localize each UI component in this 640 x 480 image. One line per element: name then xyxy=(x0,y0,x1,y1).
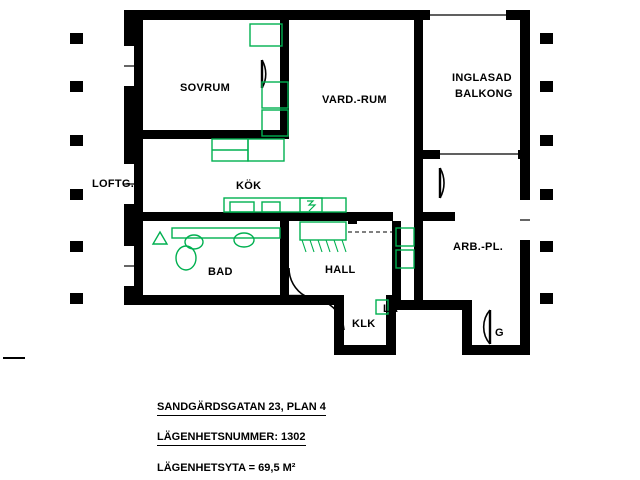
room-label-loftgang: LOFTG. xyxy=(92,178,135,190)
footer-address: SANDGÄRDSGATAN 23, PLAN 4 xyxy=(157,401,326,413)
sink-icon xyxy=(230,202,254,212)
room-label-sovrum: SOVRUM xyxy=(180,82,231,94)
room-label-klk: KLK xyxy=(352,318,376,330)
balcony-post-markers-right xyxy=(540,33,553,304)
sink-icon xyxy=(185,235,203,249)
room-label-inglasad: INGLASAD xyxy=(452,72,512,84)
wardrobe-icon xyxy=(300,222,346,240)
sink-icon xyxy=(234,233,254,247)
room-label-g: G xyxy=(495,327,504,339)
toilet-icon xyxy=(176,246,196,270)
hob-icon xyxy=(262,202,280,212)
balcony-post-markers-left xyxy=(70,33,83,304)
room-label-vardagsrum: VARD.-RUM xyxy=(322,94,387,106)
room-label-arbetsplats: ARB.-PL. xyxy=(453,241,504,253)
room-label-hall: HALL xyxy=(325,264,356,276)
room-label-balkong: BALKONG xyxy=(455,88,513,100)
footer-apartment-number: LÄGENHETSNUMMER: 1302 xyxy=(157,431,306,443)
footer-area: LÄGENHETSYTA = 69,5 M² xyxy=(157,462,296,474)
room-label-bad: BAD xyxy=(208,266,233,278)
counter-icon xyxy=(248,139,284,161)
shower-icon xyxy=(153,232,167,244)
kitchen-counter-icon xyxy=(224,198,346,212)
closet-icon xyxy=(250,24,282,46)
room-label-la: LA xyxy=(383,303,399,315)
room-label-kok: KÖK xyxy=(236,180,262,192)
